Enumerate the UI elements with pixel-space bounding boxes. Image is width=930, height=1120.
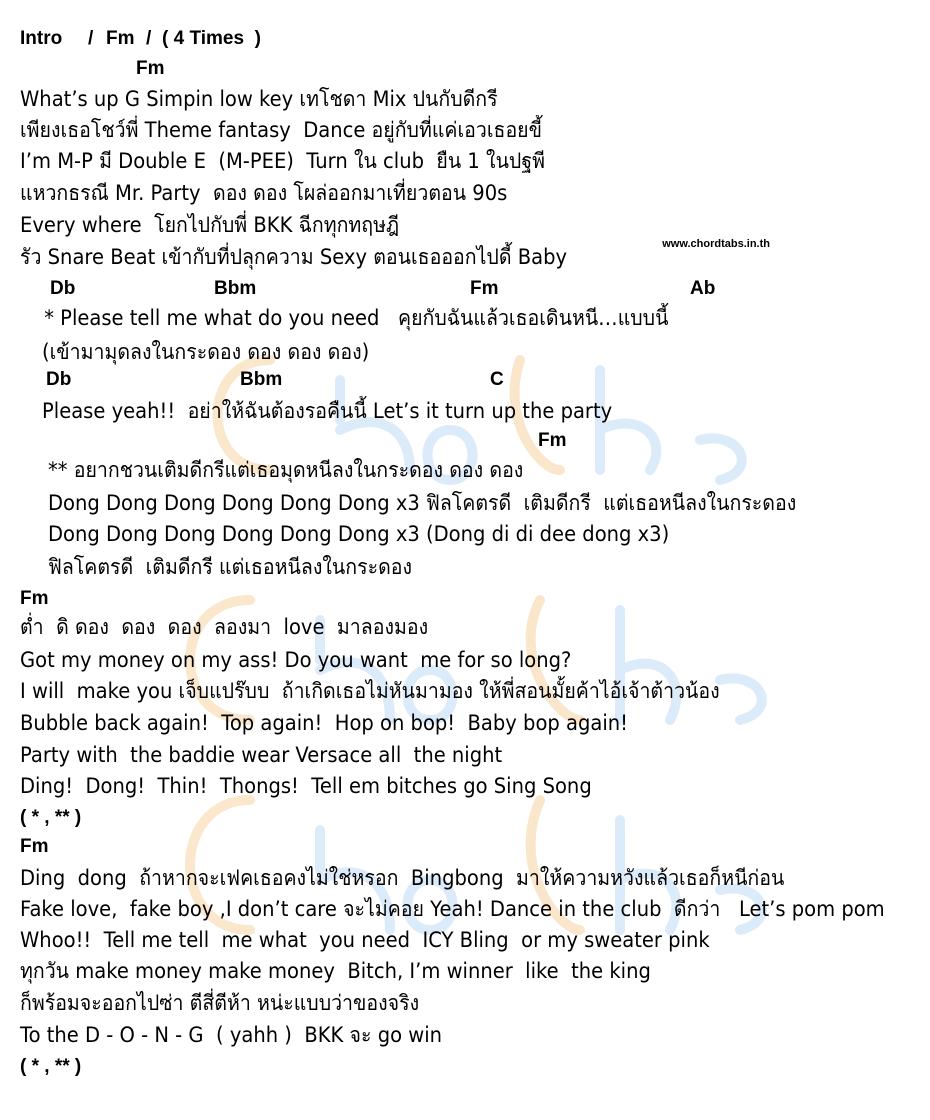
lyric-line: เพียงเธอโชว์พี่ Theme fantasy Dance อยู่กับที่แค่เอวเธอยขี้ [20,118,542,142]
lyric-line: Dong Dong Dong Dong Dong Dong x3 (Dong di di dee dong x3) [48,522,670,546]
lyric-line: * Please tell me what do you need คุยกับฉันแล้วเธอเดินหนี…แบบนี้ [38,306,669,330]
chord-label: C [490,369,504,390]
chord-label: Bbm [240,369,283,390]
repeat-marker: ( * , ** ) [20,1056,82,1077]
lyric-line: What’s up G Simpin low key เทโชดา Mix ปนกับดีกรี [20,87,498,111]
lyric-line: To the D - O - N - G ( yahh ) BKK จะ go win [20,1023,443,1047]
lyric-line: Bubble back again! Top again! Hop on bop! Baby bop again! [20,711,628,735]
lyric-line: แหวกธรณี Mr. Party ดอง ดอง โผล่ออกมาเที่ยวตอน 90s [20,181,508,205]
lyric-line: I’m M-P มี Double E (M-PEE) Turn ใน club ยืน 1 ในปฐพี [20,149,545,173]
verse2-chord: Fm [20,588,49,609]
lyric-line: ฟิลโคตรดี เติมดีกรี แต่เธอหนีลงในกระดอง [48,555,413,579]
lyric-line: ** อยากชวนเติมดีกรีแต่เธอมุดหนีลงในกระดอง ดอง ดอง [48,458,524,482]
lyric-line: Every where โยกไปกับพี่ BKK ฉีกทุกทฤษฎี [20,213,400,237]
lyric-line: Ding! Dong! Thin! Thongs! Tell em bitches go Sing Song [20,774,592,798]
verse3-chord: Fm [20,836,49,857]
intro-separator-2: / [146,28,152,49]
chord-label: Db [50,278,76,299]
chord-label: Fm [470,278,499,299]
lyric-line: (เข้ามามุดลงในกระดอง ดอง ดอง ดอง) [42,340,370,364]
lyric-line: ก็พร้อมจะออกไปซ่า ตีสี่ตีห้า หน่ะแบบว่าของจริง [20,991,420,1015]
lyric-line: รัว Snare Beat เข้ากับที่ปลุกความ Sexy ตอนเธอออกไปดี้ Baby [20,245,568,269]
chord-label: Ab [690,278,716,299]
intro-label: Intro [20,28,63,49]
lyric-line: ทุกวัน make money make money Bitch, I’m winner like the king [20,959,651,983]
lyric-line: Fake love, fake boy ,I don’t care จะไม่คอย Yeah! Dance in the club ดีกว่า Let’s pom pom [20,897,885,921]
intro-times: ( 4 Times ) [162,28,261,49]
repeat-marker: ( * , ** ) [20,807,82,828]
lyric-line: ต่ำ ดิ ดอง ดอง ดอง ลองมา love มาลองมอง [20,615,429,639]
lyric-line: Dong Dong Dong Dong Dong Dong x3 ฟิลโคตรดี เติมดีกรี แต่เธอหนีลงในกระดอง [48,491,797,515]
lyric-line: Please yeah!! อย่าให้ฉันต้องรอคืนนี้ Let’s it turn up the party [42,399,613,423]
lyric-line: Whoo!! Tell me tell me what you need ICY Bling or my sweater pink [20,928,710,952]
lyric-line: Party with the baddie wear Versace all the night [20,743,503,767]
watermark-site-url: www.chordtabs.in.th [662,238,770,250]
chord-label: Bbm [214,278,257,299]
lyric-line: I will make you เจ็บแปร๊บบ ถ้าเกิดเธอไม่หันมามอง ให้พี่สอนมั้ยค้าไอ้เจ้าต้าวน้อง [20,679,720,703]
chord-label: Db [46,369,72,390]
lyric-line: Ding dong ถ้าหากจะเฟคเธอคงไม่ใช่หรอก Bingbong มาให้ความหวังแล้วเธอก็หนีก่อน [20,866,785,890]
chord-label: Fm [538,430,567,451]
verse1-chord: Fm [136,58,165,79]
intro-chord: Fm [106,28,135,49]
intro-separator: / [88,28,94,49]
lyric-line: Got my money on my ass! Do you want me for so long? [20,648,572,672]
